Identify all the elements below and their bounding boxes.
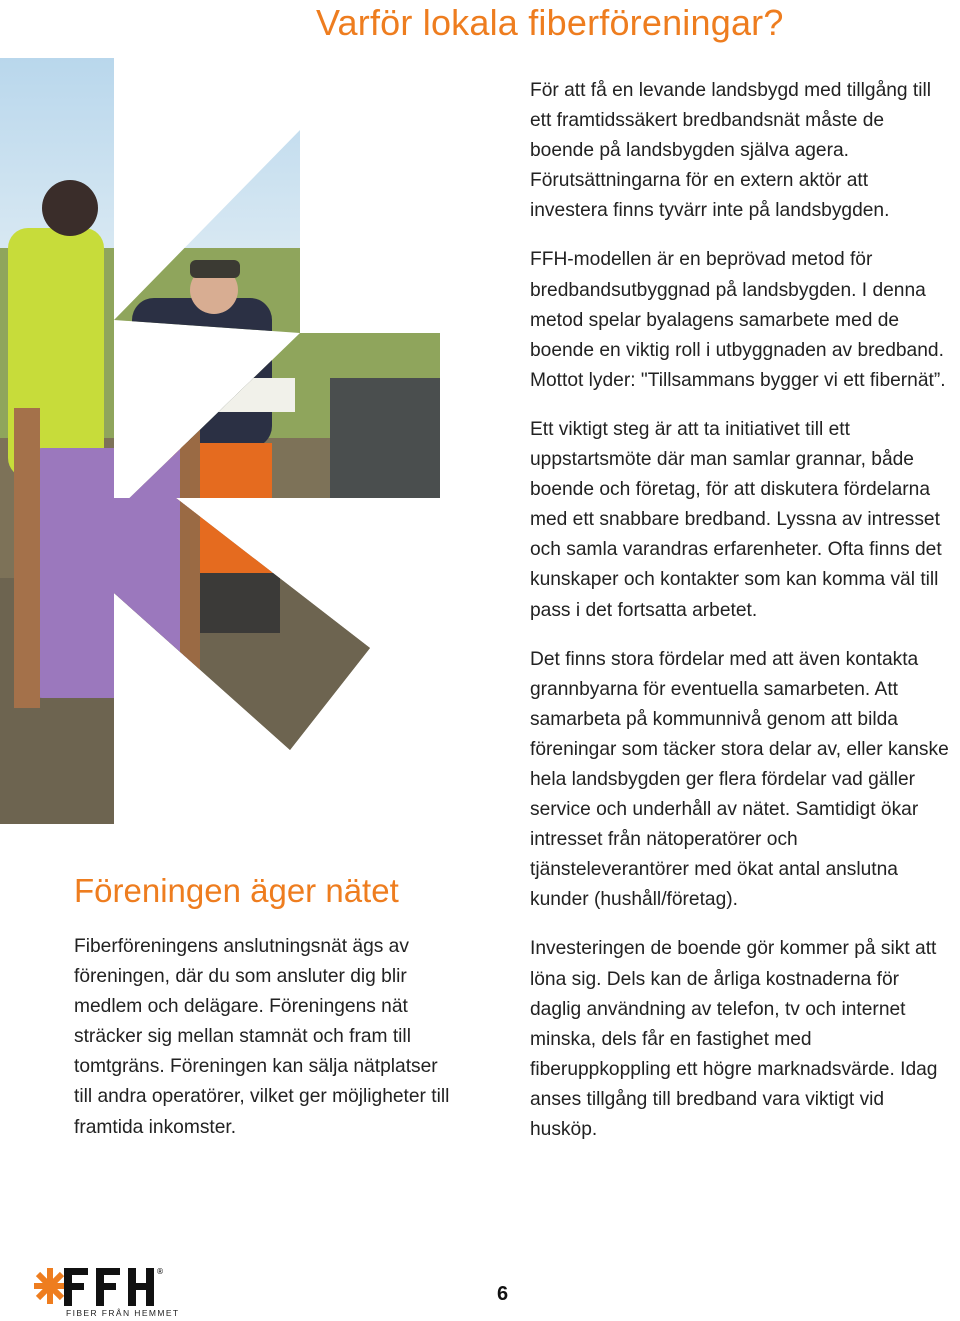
paragraph: Ett viktigt steg är att ta initiativet till ett uppstartsmöte där man samlar grannar, både boende och företag, för att diskutera fördelarna med ett snabbare bredband. Lyssna av intresset och samla varandras erfarenheter. Ofta finns det kunskaper och kontakter som kan komma väl till pass i det fortsatta arbetet. [530,418,942,621]
paragraph: FFH-modellen är en beprövad metod för bredbandsutbyggnad på landsbygden. I denna metod spelar byalagens samarbete med de boende en viktig roll i utbyggnaden av bredband. Mottot lyder: "Tillsammans bygger vi ett fibernät”. [530,249,946,391]
logo-tagline: FIBER FRÅN HEMMET [66,1308,180,1318]
field-workers-photo [0,58,440,824]
paragraph: Det finns stora fördelar med att även kontakta grannbyarna för eventuella samarbeten. Att samarbeta på kommunnivå genom att bilda föreningar som täcker stora delar av, eller kanske hela landsbygden ger flera fördelar vad gäller service och underhåll av nätet. Samtidigt ökar intresset från nätoperatörer och tjänsteleverantörer med ökat antal anslutna kunder (hushåll/företag). [530,648,949,911]
page-number: 6 [497,1283,509,1305]
ffh-logo [34,1262,180,1320]
page-title: Varför lokala fiberföreningar? [316,2,784,43]
section-heading: Föreningen äger nätet [74,872,399,909]
body-text-column [530,76,950,1164]
paragraph: Investeringen de boende gör kommer på sikt att löna sig. Dels kan de årliga kostnaderna för daglig användning av telefon, tv och internet minska, dels får en fastighet med fiberuppkoppling ett högre marknadsvärde. Idag anses tillgång till bredband vara viktigt vid husköp. [530,938,938,1140]
section-text: Fiberföreningens anslutningsnät ägs av föreningen, där du som ansluter dig blir medlem och delägare. Föreningens nät sträcker sig mellan stamnät och fram till tomtgräns. Föreningen kan sälja nätplatser till andra operatörer, vilket ger möjligheter till framtida inkomster. [74,936,450,1138]
paragraph: För att få en levande landsbygd med tillgång till ett framtidssäkert bredbandsnät måste de boende på landsbygden själva agera. Förutsättningarna för en extern aktör att investera finns tyvärr inte på landsbygden. [530,80,932,222]
ffh-logo-mark [34,1262,164,1308]
registered-mark: ® [156,1267,164,1276]
ownership-section [74,872,454,1143]
